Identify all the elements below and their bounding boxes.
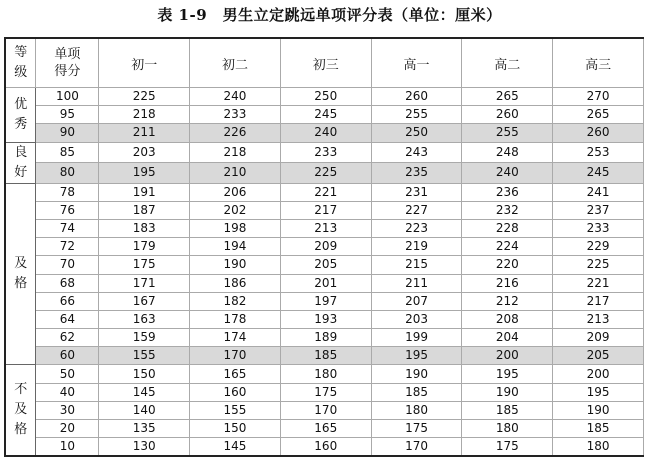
table-row	[5, 292, 644, 310]
table-row	[5, 238, 644, 256]
table-row	[5, 438, 644, 457]
distance-cell: 202	[190, 201, 281, 219]
distance-cell: 200	[462, 347, 553, 365]
distance-cell: 193	[280, 310, 371, 328]
distance-cell: 175	[371, 420, 462, 438]
distance-cell: 245	[280, 106, 371, 124]
distance-cell: 232	[462, 201, 553, 219]
distance-cell: 175	[280, 383, 371, 401]
distance-cell: 209	[280, 238, 371, 256]
distance-cell: 211	[99, 124, 190, 142]
distance-cell: 203	[371, 310, 462, 328]
score-cell: 68	[36, 274, 99, 292]
distance-cell: 224	[462, 238, 553, 256]
header-row	[5, 38, 644, 88]
distance-cell: 145	[190, 438, 281, 457]
distance-cell: 216	[462, 274, 553, 292]
distance-cell: 150	[190, 420, 281, 438]
grade-label	[5, 365, 36, 456]
score-cell: 72	[36, 238, 99, 256]
table-row	[5, 106, 644, 124]
distance-cell: 185	[462, 401, 553, 419]
header-score	[36, 38, 99, 88]
distance-cell: 200	[553, 365, 644, 383]
distance-cell: 167	[99, 292, 190, 310]
distance-cell: 235	[371, 163, 462, 184]
table-row	[5, 142, 644, 163]
distance-cell: 223	[371, 219, 462, 237]
distance-cell: 240	[190, 88, 281, 106]
distance-cell: 207	[371, 292, 462, 310]
distance-cell: 237	[553, 201, 644, 219]
distance-cell: 203	[99, 142, 190, 163]
header-grade-level: 高二	[462, 38, 553, 88]
distance-cell: 180	[371, 401, 462, 419]
distance-cell: 171	[99, 274, 190, 292]
distance-cell: 190	[371, 365, 462, 383]
distance-cell: 198	[190, 219, 281, 237]
table-row	[5, 201, 644, 219]
distance-cell: 179	[99, 238, 190, 256]
score-cell: 20	[36, 420, 99, 438]
distance-cell: 182	[190, 292, 281, 310]
distance-cell: 165	[190, 365, 281, 383]
distance-cell: 180	[553, 438, 644, 457]
score-cell: 80	[36, 163, 99, 184]
distance-cell: 241	[553, 183, 644, 201]
header-grade-level: 初一	[99, 38, 190, 88]
distance-cell: 155	[99, 347, 190, 365]
distance-cell: 229	[553, 238, 644, 256]
table-row	[5, 401, 644, 419]
distance-cell: 208	[462, 310, 553, 328]
table-row	[5, 365, 644, 383]
header-grade	[5, 38, 36, 88]
distance-cell: 210	[190, 163, 281, 184]
distance-cell: 228	[462, 219, 553, 237]
score-cell: 100	[36, 88, 99, 106]
distance-cell: 243	[371, 142, 462, 163]
score-cell: 40	[36, 383, 99, 401]
distance-cell: 185	[280, 347, 371, 365]
distance-cell: 183	[99, 219, 190, 237]
score-cell: 60	[36, 347, 99, 365]
distance-cell: 265	[553, 106, 644, 124]
distance-cell: 255	[371, 106, 462, 124]
distance-cell: 253	[553, 142, 644, 163]
distance-cell: 211	[371, 274, 462, 292]
standing-long-jump-score-table	[4, 37, 644, 457]
distance-cell: 231	[371, 183, 462, 201]
distance-cell: 189	[280, 329, 371, 347]
distance-cell: 190	[553, 401, 644, 419]
distance-cell: 195	[371, 347, 462, 365]
distance-cell: 170	[190, 347, 281, 365]
table-title: 表 1-9 男生立定跳远单项评分表（单位：厘米）	[157, 6, 502, 24]
distance-cell: 195	[462, 365, 553, 383]
grade-label-text: 及格	[14, 256, 28, 291]
table-row	[5, 310, 644, 328]
score-cell: 76	[36, 201, 99, 219]
table-row	[5, 183, 644, 201]
distance-cell: 185	[553, 420, 644, 438]
grade-label-text: 不及格	[14, 382, 28, 438]
distance-cell: 255	[462, 124, 553, 142]
distance-cell: 205	[280, 256, 371, 274]
distance-cell: 219	[371, 238, 462, 256]
distance-cell: 191	[99, 183, 190, 201]
distance-cell: 233	[553, 219, 644, 237]
distance-cell: 165	[280, 420, 371, 438]
grade-label	[5, 183, 36, 365]
distance-cell: 130	[99, 438, 190, 457]
score-cell: 85	[36, 142, 99, 163]
distance-cell: 260	[462, 106, 553, 124]
score-cell: 62	[36, 329, 99, 347]
distance-cell: 195	[99, 163, 190, 184]
distance-cell: 175	[462, 438, 553, 457]
distance-cell: 170	[371, 438, 462, 457]
header-grade-level: 初二	[190, 38, 281, 88]
distance-cell: 145	[99, 383, 190, 401]
score-cell: 66	[36, 292, 99, 310]
distance-cell: 233	[280, 142, 371, 163]
distance-cell: 206	[190, 183, 281, 201]
distance-cell: 205	[553, 347, 644, 365]
distance-cell: 226	[190, 124, 281, 142]
header-grade-level: 高一	[371, 38, 462, 88]
table-row	[5, 329, 644, 347]
score-cell: 30	[36, 401, 99, 419]
distance-cell: 215	[371, 256, 462, 274]
grade-label-text: 优秀	[14, 96, 28, 132]
distance-cell: 221	[553, 274, 644, 292]
distance-cell: 220	[462, 256, 553, 274]
distance-cell: 160	[190, 383, 281, 401]
score-cell: 95	[36, 106, 99, 124]
distance-cell: 233	[190, 106, 281, 124]
distance-cell: 190	[190, 256, 281, 274]
table-row	[5, 274, 644, 292]
score-cell: 64	[36, 310, 99, 328]
distance-cell: 209	[553, 329, 644, 347]
table-row	[5, 124, 644, 142]
distance-cell: 185	[371, 383, 462, 401]
distance-cell: 225	[280, 163, 371, 184]
distance-cell: 204	[462, 329, 553, 347]
table-row	[5, 219, 644, 237]
distance-cell: 186	[190, 274, 281, 292]
grade-label	[5, 88, 36, 143]
table-row	[5, 163, 644, 184]
score-cell: 50	[36, 365, 99, 383]
distance-cell: 225	[99, 88, 190, 106]
distance-cell: 270	[553, 88, 644, 106]
score-cell: 74	[36, 219, 99, 237]
distance-cell: 260	[553, 124, 644, 142]
distance-cell: 180	[462, 420, 553, 438]
header-grade-level: 初三	[280, 38, 371, 88]
distance-cell: 213	[280, 219, 371, 237]
score-cell: 70	[36, 256, 99, 274]
distance-cell: 163	[99, 310, 190, 328]
distance-cell: 160	[280, 438, 371, 457]
header-grade-level: 高三	[553, 38, 644, 88]
distance-cell: 265	[462, 88, 553, 106]
distance-cell: 155	[190, 401, 281, 419]
distance-cell: 250	[280, 88, 371, 106]
distance-cell: 213	[553, 310, 644, 328]
distance-cell: 225	[553, 256, 644, 274]
score-cell: 78	[36, 183, 99, 201]
grade-label-text: 良好	[14, 144, 28, 180]
distance-cell: 212	[462, 292, 553, 310]
distance-cell: 175	[99, 256, 190, 274]
distance-cell: 135	[99, 420, 190, 438]
distance-cell: 150	[99, 365, 190, 383]
distance-cell: 236	[462, 183, 553, 201]
distance-cell: 218	[99, 106, 190, 124]
table-row	[5, 383, 644, 401]
distance-cell: 190	[462, 383, 553, 401]
distance-cell: 227	[371, 201, 462, 219]
distance-cell: 174	[190, 329, 281, 347]
distance-cell: 178	[190, 310, 281, 328]
distance-cell: 199	[371, 329, 462, 347]
distance-cell: 245	[553, 163, 644, 184]
table-row	[5, 420, 644, 438]
distance-cell: 217	[280, 201, 371, 219]
grade-label	[5, 142, 36, 183]
table-row	[5, 88, 644, 106]
distance-cell: 201	[280, 274, 371, 292]
distance-cell: 240	[462, 163, 553, 184]
distance-cell: 218	[190, 142, 281, 163]
distance-cell: 159	[99, 329, 190, 347]
distance-cell: 180	[280, 365, 371, 383]
distance-cell: 240	[280, 124, 371, 142]
distance-cell: 250	[371, 124, 462, 142]
distance-cell: 260	[371, 88, 462, 106]
distance-cell: 170	[280, 401, 371, 419]
distance-cell: 197	[280, 292, 371, 310]
table-row	[5, 256, 644, 274]
distance-cell: 248	[462, 142, 553, 163]
header-score-text: 单项得分	[54, 47, 81, 79]
score-cell: 90	[36, 124, 99, 142]
distance-cell: 221	[280, 183, 371, 201]
header-grade-text: 等级	[14, 45, 28, 80]
distance-cell: 140	[99, 401, 190, 419]
distance-cell: 194	[190, 238, 281, 256]
distance-cell: 217	[553, 292, 644, 310]
distance-cell: 187	[99, 201, 190, 219]
table-row	[5, 347, 644, 365]
distance-cell: 195	[553, 383, 644, 401]
score-cell: 10	[36, 438, 99, 457]
